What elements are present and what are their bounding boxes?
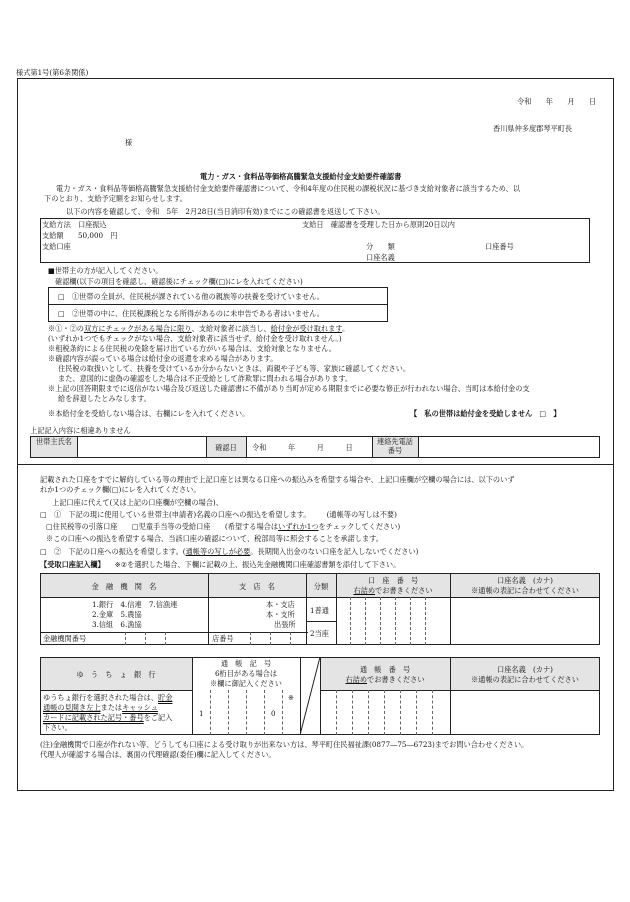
confirm-date-label: 確認日 <box>215 443 237 452</box>
return-deadline: 以下の内容を確認して、令和 5年 2月28日(当日消印有効)までにこの確認書を返送して下さい。 <box>66 207 385 216</box>
yucho-asterisk: ※ <box>288 693 295 702</box>
intro-line-1: 電力・ガス・食料品等価格高騰緊急支援給付金支給要件確認書について、令和4年度の住民税の課税状況に基づき支給対象者に該当するため、以 <box>56 184 521 193</box>
payment-amount: 支給額 50,000 円 <box>42 231 118 240</box>
class-futsu[interactable]: 1普通 <box>310 606 329 615</box>
householder-name-field[interactable] <box>80 437 204 456</box>
account-name-label: 口座名義 <box>366 253 395 262</box>
note-deadline-cont: 給を辞退したとみなします。 <box>58 394 151 403</box>
change-intro-1: 記載された口座をすでに解約している等の理由で上記口座とは異なる口座への振込みを希望する場合や、上記口座欄が空欄の場合には、以下のいず <box>40 475 515 484</box>
form-number: 様式第1号(第6条関係) <box>16 68 89 77</box>
yucho-desc-3: カードに記載された記号・番号をご記入 <box>43 713 173 722</box>
note-both-checks: ※①・②の双方にチェックがある場合に限り、支給対象者に該当し、給付金が受け取れます。 <box>48 324 350 333</box>
holder-header: 口座名義 (カナ) <box>497 576 553 585</box>
addressee: 香川県仲多度郡琴平町長 <box>493 124 573 133</box>
yucho-blank-slash <box>300 657 320 735</box>
option-2[interactable]: □ ② 下記の口座への振込を希望します。(通帳等の写しが必要。長期間入出金のない口座を記入しないでください) <box>40 547 419 556</box>
yucho-symbol-sub2: ※欄に御記入ください <box>210 679 282 688</box>
yucho-number-header: 通 帳 番 号 <box>359 665 411 674</box>
confirm-divider <box>48 304 388 305</box>
intro-line-2: 下のとおり、支給予定額をお知らせします。 <box>44 194 187 203</box>
yucho-holder-header: 口座名義 (カナ) <box>497 665 553 674</box>
institution-type-2: 2.金庫 5.農協 <box>92 610 142 619</box>
payment-day: 支給日 確認書を受理した日から原則20日以内 <box>302 220 455 229</box>
branch-type-2: 本・支所 <box>266 610 295 619</box>
section-divider <box>17 464 614 465</box>
confirmation-heading: 上記記入内容に相違ありません <box>30 426 131 435</box>
branch-code-label: 店番号 <box>212 634 234 643</box>
payment-method: 支給方法 口座振込 <box>42 220 107 229</box>
account-number-label: 口座番号 <box>485 242 514 251</box>
yucho-holder-subheader: ※通帳の表記に合わせてください <box>471 675 579 684</box>
yucho-symbol-digit-1: 1 <box>199 709 204 718</box>
recipient-honorific: 様 <box>125 138 133 147</box>
institution-type-3: 3.信組 6.漁協 <box>92 620 142 629</box>
footer-proxy-note: 代理人が確認する場合は、裏面の代理確認(委任)欄に記入してください。 <box>40 750 276 759</box>
phone-field[interactable] <box>420 437 598 456</box>
yucho-desc-2: 通帳の見開き左上またはキャッシュ <box>43 703 158 712</box>
change-intro-2: れか1つのチェック欄(□)にレを入れてください。 <box>40 485 201 494</box>
holder-subheader: ※通帳の表記に合わせてください <box>471 586 579 595</box>
confirm-instructions: 確認欄(以下の項目を確認し、確認後にチェック欄(□)にレを入れてください) <box>55 277 303 286</box>
check-item-2[interactable]: □ ②世帯の中に、住民税課税となる所得があるのに未申告である者はいません。 <box>58 309 324 318</box>
form-title: 電力・ガス・食料品等価格高騰緊急支援給付金支給要件確認書 <box>200 172 402 181</box>
class-label: 分 類 <box>366 242 395 251</box>
yucho-symbol-sub1: 6桁目がある場合は <box>214 669 278 678</box>
decline-note: ※本給付金を受給しない場合は、右欄にレを入れてください。 <box>48 409 250 418</box>
account-number-header: 口 座 番 号 <box>367 576 419 585</box>
note-fraud: また、意図的に虚偽の確認をした場合は不正受給として詐欺罪に問われる場合があります。 <box>58 374 353 383</box>
account-number-subheader: 右詰めでお書きください <box>353 586 433 595</box>
institution-header: 金 融 機 関 名 <box>91 582 157 591</box>
footer-note: (注)金融機関で口座が作れない等、どうしても口座による受け取りが出来ない方は、琴平町住民福祉課(0877―75―6723)までお問い合わせください。 <box>40 740 529 749</box>
branch-type-3: 出張所 <box>274 620 296 629</box>
note-dependents: 住民税の取扱いとして、扶養を受けているか分からないときは、両親や子ども等、家族に確認してください。 <box>58 364 411 373</box>
date-line: 令和 年 月 日 <box>517 97 597 106</box>
note-tax-treaty: ※租税条約による住民税の免除を届け出ている方がいる場合は、支給対象となりません。 <box>48 344 336 353</box>
note-missing-check: (いずれか1つでもチェックがない場合、支給対象者に該当せず、給付金を受け取れません。) <box>48 334 342 343</box>
check-item-1[interactable]: □ ①世帯の全員が、住民税が課されている他の親族等の扶養を受けていません。 <box>58 292 324 301</box>
account-label: 支給口座 <box>42 242 71 251</box>
class-header: 分類 <box>313 582 329 591</box>
change-intro-3: 上記口座に代えて(又は上記の口座欄が空欄の場合)、 <box>52 498 223 507</box>
yucho-label: ゆ う ち ょ 銀 行 <box>76 670 156 679</box>
option-1-consent: ※この口座への振込を希望する場合、当該口座の確認について、税部局等に照会することを承諾します。 <box>46 534 383 543</box>
householder-heading: ■世帯主の方が記入してください。 <box>48 266 163 275</box>
yucho-desc-4: 下さい。 <box>43 723 72 732</box>
decline-checkbox[interactable]: 【 私の世帯は給付金を受給しません □ 】 <box>410 409 561 418</box>
yucho-symbol-header: 通 帳 記 号 <box>220 659 272 668</box>
institution-type-1: 1.銀行 4.信連 7.信漁連 <box>92 600 178 609</box>
yucho-symbol-digit-0: 0 <box>271 709 276 718</box>
institution-code-label: 金融機関番号 <box>43 634 87 643</box>
account-entry-instructions: 【受取口座記入欄】 ※②を選択した場合、下欄に記載の上、振込先金融機関口座確認書類を添付して下さい。 <box>40 560 401 569</box>
yucho-number-subheader: 右詰めでお書きください <box>345 675 425 684</box>
option-1[interactable]: □ ① 下記の現に使用している世帯主(申請者)名義の口座への振込を希望します。 (通帳等の写しは不要) <box>40 510 397 519</box>
option-1-choices[interactable]: □住民税等の引落口座 □児童手当等の受給口座 (希望する場合はいずれか1つをチェックしてください) <box>46 522 401 531</box>
branch-header: 支 店 名 <box>239 582 275 591</box>
note-refund: ※確認内容が誤っている場合は給付金の返還を求める場合があります。 <box>48 354 278 363</box>
householder-name-label: 世帯主氏名 <box>36 437 72 446</box>
phone-label: 連絡先電話番号 <box>377 437 413 456</box>
branch-type-1: 本・支店 <box>266 600 295 609</box>
confirm-date-field[interactable]: 令和 年 月 日 <box>252 443 353 452</box>
yucho-desc-1: ゆうちょ銀行を選択された場合は、貯金 <box>43 693 173 702</box>
note-deadline: ※上記の回答期限までに返信がない場合及び返送した確認書に不備があり当町が定める期限までに必要な修正が行われない場合、当町は本給付金の支 <box>48 384 530 393</box>
class-toza[interactable]: 2当座 <box>310 629 329 638</box>
